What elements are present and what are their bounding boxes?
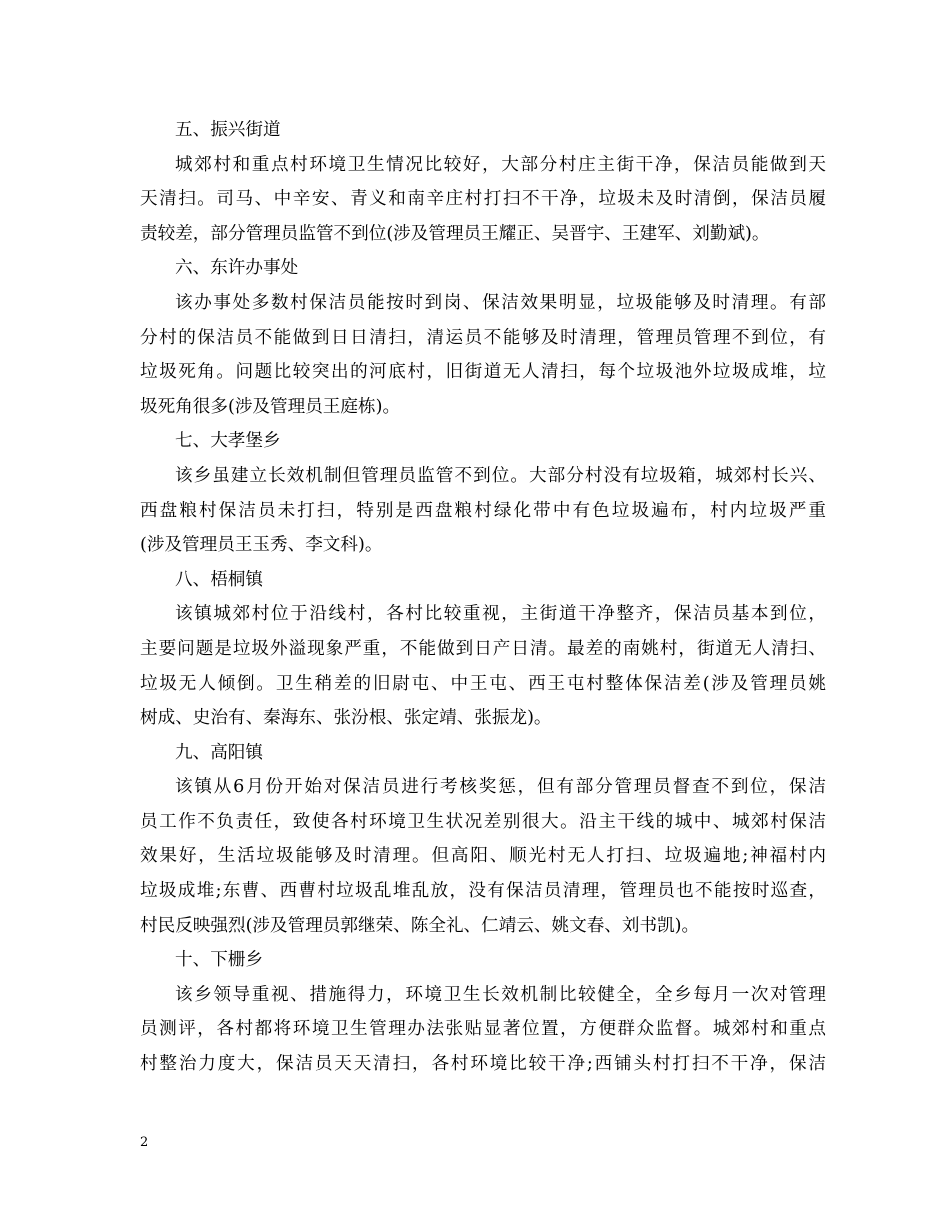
text-line: 树成、史治有、秦海东、张汾根、张定靖、张振龙)。 bbox=[140, 708, 552, 729]
text-line: 分村的保洁员不能做到日日清扫，清运员不能够及时清理，管理员管理不到位，有 bbox=[140, 327, 826, 348]
text-line: 十、下栅乡 bbox=[175, 950, 263, 971]
text-line: 员工作不负责任，致使各村环境卫生状况差别很大。沿主干线的城中、城郊村保洁 bbox=[140, 811, 826, 832]
text-line: 城郊村和重点村环境卫生情况比较好，大部分村庄主街干净，保洁员能做到天 bbox=[175, 154, 826, 175]
text-line: 九、高阳镇 bbox=[175, 742, 263, 763]
document-body bbox=[140, 113, 826, 1082]
text-line: 该办事处多数村保洁员能按时到岗、保洁效果明显，垃圾能够及时清理。有部 bbox=[175, 292, 826, 313]
text-line: 员测评，各村都将环境卫生管理办法张贴显著位置，方便群众监督。城郊村和重点 bbox=[140, 1019, 826, 1040]
text-line: 七、大孝堡乡 bbox=[175, 431, 281, 452]
text-line: 西盘粮村保洁员未打扫，特别是西盘粮村绿化带中有色垃圾遍布，村内垃圾严重 bbox=[140, 500, 826, 521]
text-line: 效果好，生活垃圾能够及时清理。但高阳、顺光村无人打扫、垃圾遍地;神福村内 bbox=[140, 846, 826, 867]
text-line: 该镇从6月份开始对保洁员进行考核奖惩，但有部分管理员督查不到位，保洁 bbox=[175, 777, 826, 798]
text-line: 五、振兴街道 bbox=[175, 120, 281, 140]
text-line: 圾死角很多(涉及管理员王庭栋)。 bbox=[140, 396, 401, 417]
text-line: 天清扫。司马、中辛安、青义和南辛庄村打扫不干净，垃圾未及时清倒，保洁员履 bbox=[140, 189, 826, 210]
text-line: (涉及管理员王玉秀、李文科)。 bbox=[140, 535, 383, 556]
text-line: 村整治力度大，保洁员天天清扫，各村环境比较干净;西铺头村打扫不干净，保洁 bbox=[140, 1054, 826, 1075]
text-line: 村民反映强烈(涉及管理员郭继荣、陈全礼、仁靖云、姚文春、刘书凯)。 bbox=[140, 915, 700, 936]
text-line: 责较差，部分管理员监管不到位(涉及管理员王耀正、吴晋宇、王建军、刘勤斌)。 bbox=[140, 223, 770, 244]
text-line: 八、梧桐镇 bbox=[175, 569, 263, 590]
text-line: 该乡虽建立长效机制但管理员监管不到位。大部分村没有垃圾箱，城郊村长兴、 bbox=[175, 465, 826, 486]
text-line: 垃圾无人倾倒。卫生稍差的旧尉屯、中王屯、西王屯村整体保洁差(涉及管理员姚 bbox=[140, 673, 826, 694]
text-line: 垃圾成堆;东曹、西曹村垃圾乱堆乱放，没有保洁员清理，管理员也不能按时巡查， bbox=[140, 881, 826, 902]
text-line: 主要问题是垃圾外溢现象严重，不能做到日产日清。最差的南姚村，街道无人清扫、 bbox=[140, 638, 826, 659]
text-line: 六、东许办事处 bbox=[175, 258, 299, 279]
text-line: 垃圾死角。问题比较突出的河底村，旧街道无人清扫，每个垃圾池外垃圾成堆，垃 bbox=[140, 362, 826, 383]
text-line: 该乡领导重视、措施得力，环境卫生长效机制比较健全，全乡每月一次对管理 bbox=[175, 984, 826, 1005]
text-line: 该镇城郊村位于沿线村，各村比较重视，主街道干净整齐，保洁员基本到位， bbox=[175, 604, 826, 625]
page-number: 2 bbox=[140, 1135, 149, 1150]
